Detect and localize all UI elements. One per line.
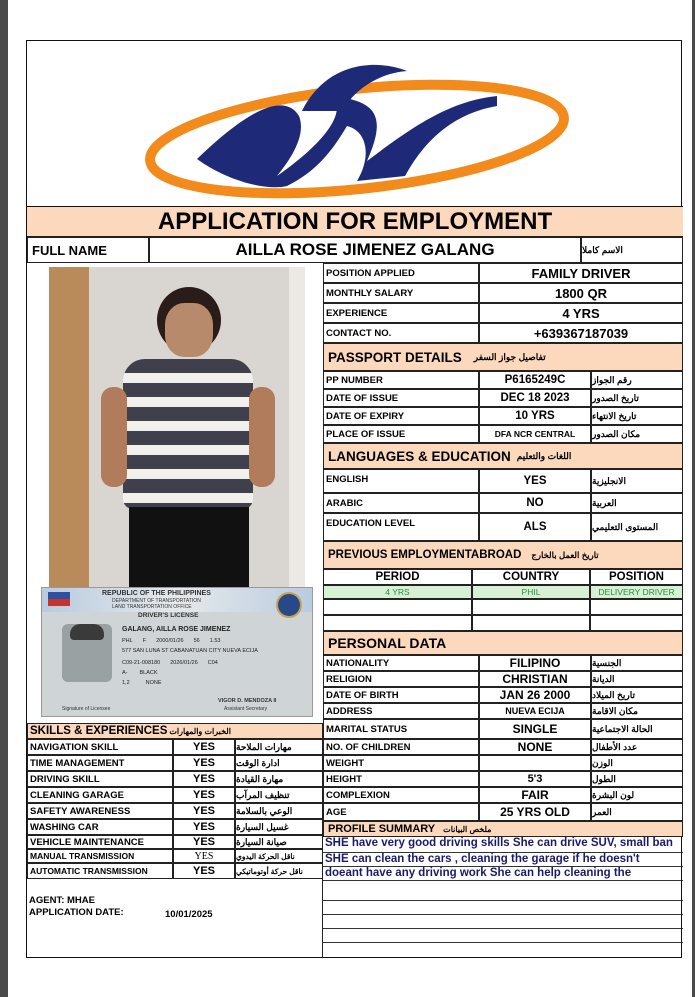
skill-label: AUTOMATIC TRANSMISSION: [27, 863, 173, 879]
personal-arabic: الوزن: [591, 755, 683, 771]
passport-arabic: تاريخ الصدور: [591, 389, 683, 407]
profile-summary-line: doeant have any driving work She can help cleaning the: [323, 867, 683, 881]
languages-section-header: LANGUAGES & EDUCATION اللغات والتعليم: [323, 443, 683, 469]
employment-empty-cell: [590, 615, 683, 631]
personal-value: [479, 755, 591, 771]
document-page: [8, 0, 692, 997]
personal-arabic: عدد الأطفال: [591, 739, 683, 755]
skill-arabic: الوعي بالسلامة: [235, 803, 323, 819]
personal-value: 5'3: [479, 771, 591, 787]
prev-employment-header: PREVIOUS EMPLOYMENTABROAD تاريخ العمل بالخارج: [323, 541, 683, 569]
personal-arabic: الجنسية: [591, 655, 683, 671]
personal-label: RELIGION: [323, 671, 479, 687]
profile-summary-line: SHE can clean the cars , cleaning the garage if he doesn't: [323, 853, 683, 867]
personal-value: SINGLE: [479, 719, 591, 739]
application-date-label: APPLICATION DATE:: [29, 907, 124, 918]
skill-label: SAFETY AWARENESS: [27, 803, 173, 819]
skill-arabic: ناقل حركة أوتوماتيكي: [235, 863, 323, 879]
skill-arabic: صيانة السيارة: [235, 835, 323, 849]
job-label: MONTHLY SALARY: [323, 283, 479, 303]
skill-value: YES: [173, 835, 235, 849]
job-value: 4 YRS: [479, 303, 683, 323]
skill-value: YES: [173, 849, 235, 863]
language-arabic: العربية: [591, 493, 683, 513]
personal-label: NATIONALITY: [323, 655, 479, 671]
job-label: POSITION APPLIED: [323, 263, 479, 283]
language-value: NO: [479, 493, 591, 513]
personal-data-header: PERSONAL DATA: [323, 631, 683, 655]
language-label: EDUCATION LEVEL: [323, 513, 479, 541]
personal-value: JAN 26 2000: [479, 687, 591, 703]
skill-value: YES: [173, 863, 235, 879]
language-arabic: المستوى التعليمي: [591, 513, 683, 541]
employment-empty-cell: [323, 599, 472, 615]
full-name-value-cell: [149, 237, 581, 263]
job-label: EXPERIENCE: [323, 303, 479, 323]
personal-label: NO. OF CHILDREN: [323, 739, 479, 755]
language-arabic: الانجليزية: [591, 469, 683, 493]
job-value: 1800 QR: [479, 283, 683, 303]
personal-label: AGE: [323, 803, 479, 821]
skill-label: NAVIGATION SKILL: [27, 739, 173, 755]
employment-cell: PHIL: [472, 585, 590, 599]
full-name-arabic: الاسم كاملا: [581, 237, 683, 263]
passport-value: P6165249C: [479, 371, 591, 389]
language-label: ENGLISH: [323, 469, 479, 493]
passport-arabic: رقم الجواز: [591, 371, 683, 389]
personal-value: NONE: [479, 739, 591, 755]
employment-empty-cell: [323, 615, 472, 631]
skill-label: CLEANING GARAGE: [27, 787, 173, 803]
agency-logo: [27, 41, 683, 207]
personal-value: 25 YRS OLD: [479, 803, 591, 821]
skill-label: DRIVING SKILL: [27, 771, 173, 787]
skill-label: MANUAL TRANSMISSION: [27, 849, 173, 863]
passport-value: 10 YRS: [479, 407, 591, 425]
profile-summary-header: PROFILE SUMMARY ملخص البيانات: [323, 821, 683, 837]
skill-value: YES: [173, 803, 235, 819]
skill-arabic: مهارات الملاحة: [235, 739, 323, 755]
passport-label: DATE OF ISSUE: [323, 389, 479, 407]
skill-label: TIME MANAGEMENT: [27, 755, 173, 771]
employment-cell: DELIVERY DRIVER: [590, 585, 683, 599]
application-form: [26, 40, 682, 958]
passport-label: PP NUMBER: [323, 371, 479, 389]
passport-arabic: مكان الصدور: [591, 425, 683, 443]
form-title: APPLICATION FOR EMPLOYMENT: [157, 207, 553, 235]
employment-empty-cell: [472, 599, 590, 615]
skill-arabic: تنظيف المرآب: [235, 787, 323, 803]
language-value: YES: [479, 469, 591, 493]
applicant-photo: [49, 267, 305, 587]
full-name-label-cell: [27, 237, 149, 263]
passport-section-header: PASSPORT DETAILS تفاصيل جواز السفر: [323, 343, 683, 371]
personal-arabic: الديانة: [591, 671, 683, 687]
employment-column-header: COUNTRY: [472, 569, 590, 585]
employment-column-header: PERIOD: [323, 569, 472, 585]
personal-label: ADDRESS: [323, 703, 479, 719]
language-label: ARABIC: [323, 493, 479, 513]
personal-label: DATE OF BIRTH: [323, 687, 479, 703]
passport-value: DFA NCR CENTRAL: [479, 425, 591, 443]
passport-label: PLACE OF ISSUE: [323, 425, 479, 443]
employment-column-header: POSITION: [590, 569, 683, 585]
passport-label: DATE OF EXPIRY: [323, 407, 479, 425]
skill-arabic: ادارة الوقت: [235, 755, 323, 771]
skill-arabic: غسيل السيارة: [235, 819, 323, 835]
language-value: ALS: [479, 513, 591, 541]
skill-value: YES: [173, 819, 235, 835]
personal-label: COMPLEXION: [323, 787, 479, 803]
job-value: FAMILY DRIVER: [479, 263, 683, 283]
job-value: +639367187039: [479, 323, 683, 343]
skill-value: YES: [173, 787, 235, 803]
full-name-value: AILLA ROSE JIMENEZ GALANG: [235, 240, 495, 259]
personal-value: FILIPINO: [479, 655, 591, 671]
personal-arabic: الحالة الاجتماعية: [591, 719, 683, 739]
skill-label: VEHICLE MAINTENANCE: [27, 835, 173, 849]
personal-value: CHRISTIAN: [479, 671, 591, 687]
personal-label: MARITAL STATUS: [323, 719, 479, 739]
skill-label: WASHING CAR: [27, 819, 173, 835]
skill-arabic: ناقل الحركة اليدوي: [235, 849, 323, 863]
personal-arabic: مكان الاقامة: [591, 703, 683, 719]
personal-label: WEIGHT: [323, 755, 479, 771]
skill-value: YES: [173, 771, 235, 787]
passport-value: DEC 18 2023: [479, 389, 591, 407]
personal-arabic: تاريخ الميلاد: [591, 687, 683, 703]
employment-cell: 4 YRS: [323, 585, 472, 599]
skill-value: YES: [173, 739, 235, 755]
employment-empty-cell: [590, 599, 683, 615]
agent-name: AGENT: MHAE: [29, 895, 95, 906]
profile-summary-line: SHE have very good driving skills She can drive SUV, small ban: [323, 837, 683, 853]
skill-arabic: مهارة القيادة: [235, 771, 323, 787]
full-name-label: FULL NAME: [32, 242, 107, 258]
personal-arabic: الطول: [591, 771, 683, 787]
personal-value: NUEVA ECIJA: [479, 703, 591, 719]
skills-section-header: SKILLS & EXPERIENCES الخبرات والمهارات: [27, 723, 323, 739]
job-label: CONTACT NO.: [323, 323, 479, 343]
profile-summary-empty-line: [323, 883, 683, 901]
skill-value: YES: [173, 755, 235, 771]
drivers-license-card: REPUBLIC OF THE PHILIPPINES DEPARTMENT OF TRANSPORTATION LAND TRANSPORTATION OFFICE DRIVER'S LICENSE GALANG, AILLA ROSE JIMENEZ PHL F 2000/01/26 56 1.53 577 SAN LUNA ST CABANATUAN CITY NUEVA ECIJA C09-21-008180 2026/01/26 C04 A- BLACK 1,2 NONE Signature of Licensee VIGOR D. MENDOZA II Assistant Secretary: [41, 587, 313, 717]
passport-arabic: تاريخ الانتهاء: [591, 407, 683, 425]
personal-label: HEIGHT: [323, 771, 479, 787]
application-date-value: 10/01/2025: [165, 909, 213, 920]
personal-arabic: العمر: [591, 803, 683, 821]
lto-seal-icon: [276, 592, 302, 618]
personal-value: FAIR: [479, 787, 591, 803]
personal-arabic: لون البشرة: [591, 787, 683, 803]
employment-empty-cell: [472, 615, 590, 631]
